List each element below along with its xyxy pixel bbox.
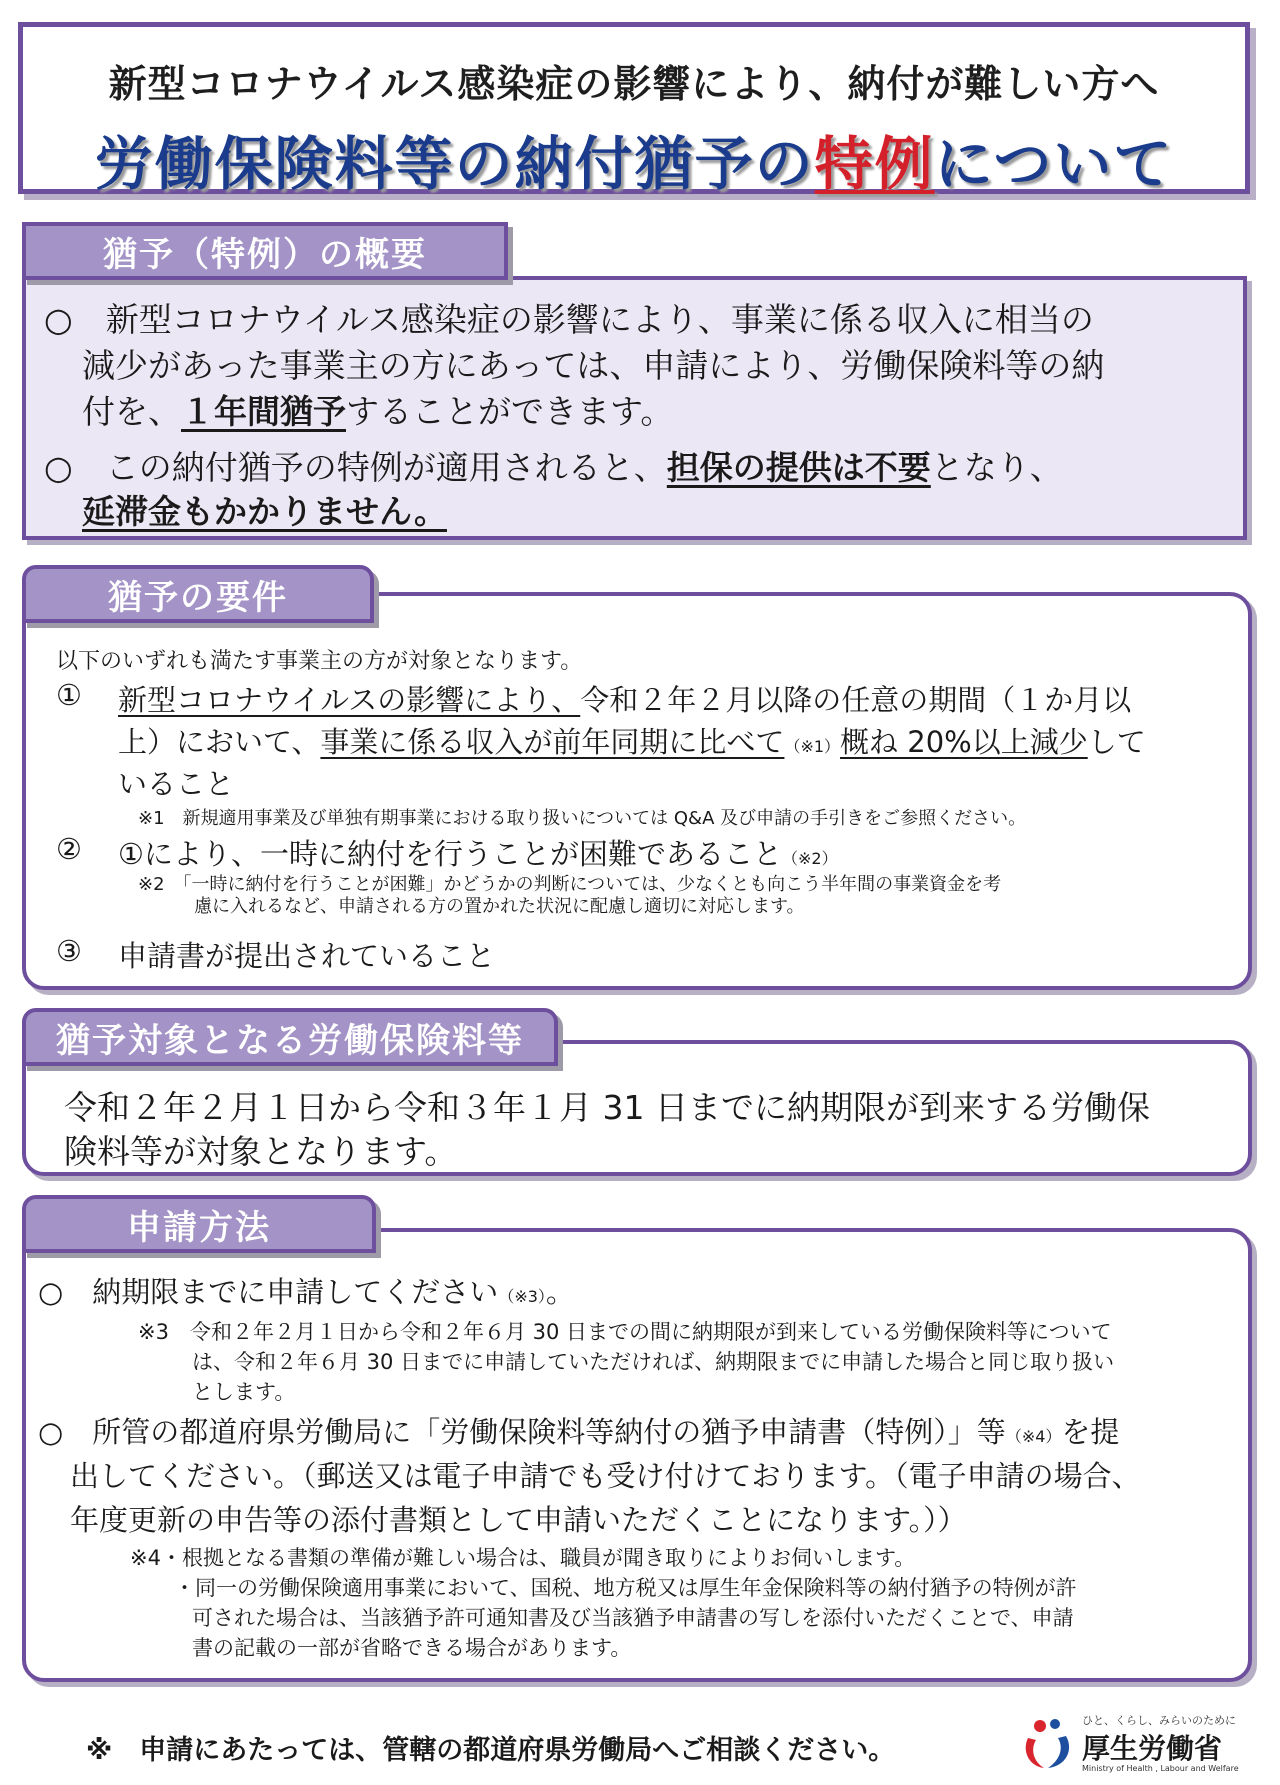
overview-box bbox=[22, 276, 1247, 540]
overview-p2-line1-post: となり、 bbox=[930, 448, 1063, 487]
overview-p2-line1-pre: ○ この納付猶予の特例が適用されると、 bbox=[44, 448, 667, 487]
banner-title-pre: 労働保険料等の納付猶予の bbox=[94, 130, 815, 198]
method-p2-note-ref: （※4） bbox=[1005, 1427, 1062, 1446]
requirement-1-line2-c: 概ね 20%以上減少 bbox=[840, 725, 1088, 759]
requirement-3-text: 申請書が提出されていること bbox=[118, 939, 496, 973]
requirement-1-line2-b: 事業に係る収入が前年同期に比べて bbox=[320, 725, 785, 759]
method-p1-note-ref: （※3） bbox=[498, 1287, 546, 1306]
method-tab-label: 申請方法 bbox=[127, 1207, 271, 1248]
overview-p2-line2: 延滞金もかかりません。 bbox=[82, 492, 447, 531]
method-note-4-line4: 書の記載の一部が省略できる場合があります。 bbox=[192, 1636, 632, 1660]
method-p2-line2: 出してください。（郵送又は電子申請でも受け付けております。（電子申請の場合、 bbox=[70, 1459, 1141, 1493]
requirement-note-1: ※1 新規適用事業及び単独有期事業における取り扱いについては Q&A 及び申請の手引きをご参照ください。 bbox=[138, 808, 1027, 829]
target-tab-label: 猶予対象となる労働保険料等 bbox=[56, 1020, 524, 1061]
logo-english: Ministry of Health , Labour and Welfare bbox=[1082, 1764, 1239, 1773]
requirement-1-line1 bbox=[118, 678, 1131, 719]
banner-subtitle: 新型コロナウイルス感染症の影響により、納付が難しい方へ bbox=[108, 62, 1160, 106]
title-banner bbox=[18, 22, 1250, 198]
logo-tagline: ひと、くらし、みらいのために bbox=[1082, 1714, 1236, 1727]
method-p1-end: 。 bbox=[545, 1275, 575, 1309]
method-p2-line1 bbox=[38, 1410, 1119, 1451]
method-box bbox=[22, 1228, 1252, 1682]
requirement-1-line2-a: 上）において、 bbox=[118, 725, 321, 759]
banner-title-highlight: 特例 bbox=[814, 130, 935, 198]
method-p1-main: ○ 納期限までに申請してください bbox=[38, 1275, 499, 1309]
method-tab bbox=[22, 1195, 376, 1253]
requirement-1-line2 bbox=[118, 720, 1146, 761]
requirement-note-2-line2: 慮に入れるなど、申請される方の置かれた状況に配慮し適切に対応します。 bbox=[194, 896, 805, 917]
method-p2-line3: 年度更新の申告等の添付書類として申請いただくことになります。）） bbox=[70, 1503, 967, 1537]
method-note-3-line3: とします。 bbox=[192, 1380, 296, 1404]
overview-emphasis-1year: １年間猶予 bbox=[181, 392, 346, 431]
method-p1 bbox=[38, 1270, 575, 1311]
method-note-4-line2: ・同一の労働保険適用事業において、国税、地方税又は厚生年金保険料等の納付猶予の特例が許 bbox=[174, 1576, 1077, 1600]
overview-p1-line3 bbox=[82, 386, 673, 433]
mhlw-logo bbox=[1020, 1710, 1260, 1780]
method-p2-line1-pre: ○ 所管の都道府県労働局に「労働保険料等納付の猶予申請書（特例）」等 bbox=[38, 1415, 1006, 1449]
footer-note: ※ 申請にあたっては、管轄の都道府県労働局へご相談ください。 bbox=[86, 1735, 896, 1766]
method-note-3-line2: は、令和２年６月 30 日までに申請していただければ、納期限までに申請した場合と同じ取り扱い bbox=[192, 1350, 1115, 1374]
requirement-1-line2-d: して bbox=[1087, 725, 1146, 759]
requirements-box bbox=[22, 592, 1252, 990]
requirement-1-line3: いること bbox=[118, 767, 235, 801]
target-tab bbox=[22, 1008, 558, 1066]
requirement-2-note-ref: （※2） bbox=[782, 849, 838, 868]
overview-p1-line3-post: することができます。 bbox=[346, 392, 674, 431]
requirement-2-text bbox=[118, 832, 838, 873]
overview-p1-line1: ○ 新型コロナウイルス感染症の影響により、事業に係る収入に相当の bbox=[44, 300, 1094, 339]
target-line1: 令和２年２月１日から令和３年１月 31 日までに納期限が到来する労働保 bbox=[64, 1088, 1150, 1127]
requirement-note-2-line1: ※2 「一時に納付を行うことが困難」かどうかの判断については、少なくとも向こう半年間の事業資金を考 bbox=[138, 874, 1002, 895]
requirement-2-number: ② bbox=[56, 832, 82, 866]
banner-title-post: について bbox=[934, 130, 1174, 198]
requirements-intro: 以下のいずれも満たす事業主の方が対象となります。 bbox=[56, 649, 583, 674]
requirements-tab-label: 猶予の要件 bbox=[108, 577, 288, 618]
overview-p1-line3-pre: 付を、 bbox=[82, 392, 181, 431]
logo-name: 厚生労働省 bbox=[1082, 1732, 1223, 1765]
requirement-1-note-ref: （※1） bbox=[784, 737, 841, 756]
method-note-4-line1: ※4・根拠となる書類の準備が難しい場合は、職員が聞き取りによりお伺いします。 bbox=[130, 1546, 916, 1570]
requirement-1-line1-b: 令和２年２月以降の任意の期間（１か月以 bbox=[580, 683, 1132, 717]
overview-p2-line1 bbox=[44, 442, 1063, 489]
requirement-3-number: ③ bbox=[56, 934, 82, 968]
mhlw-logo-icon bbox=[1020, 1716, 1074, 1772]
banner-title bbox=[23, 117, 1245, 201]
method-note-3-line1: ※3 令和２年２月１日から令和２年６月 30 日までの間に納期限が到来している労働保険料等について bbox=[138, 1320, 1112, 1344]
overview-tab-label: 猶予（特例）の概要 bbox=[103, 234, 427, 275]
requirements-tab bbox=[22, 565, 374, 623]
overview-p1-line2: 減少があった事業主の方にあっては、申請により、労働保険料等の納 bbox=[82, 346, 1105, 385]
target-line2: 険料等が対象となります。 bbox=[64, 1132, 458, 1171]
requirement-1-number: ① bbox=[56, 678, 82, 712]
method-p2-line1-post: を提 bbox=[1061, 1415, 1120, 1449]
overview-emphasis-collateral: 担保の提供は不要 bbox=[666, 448, 931, 487]
requirement-2-main: ①により、一時に納付を行うことが困難であること bbox=[118, 837, 782, 871]
overview-tab bbox=[22, 222, 508, 280]
method-note-4-line3: 可された場合は、当該猶予許可通知書及び当該猶予申請書の写しを添付いただくことで、申請 bbox=[192, 1606, 1074, 1630]
requirement-1-line1-a: 新型コロナウイルスの影響により、 bbox=[118, 683, 581, 717]
